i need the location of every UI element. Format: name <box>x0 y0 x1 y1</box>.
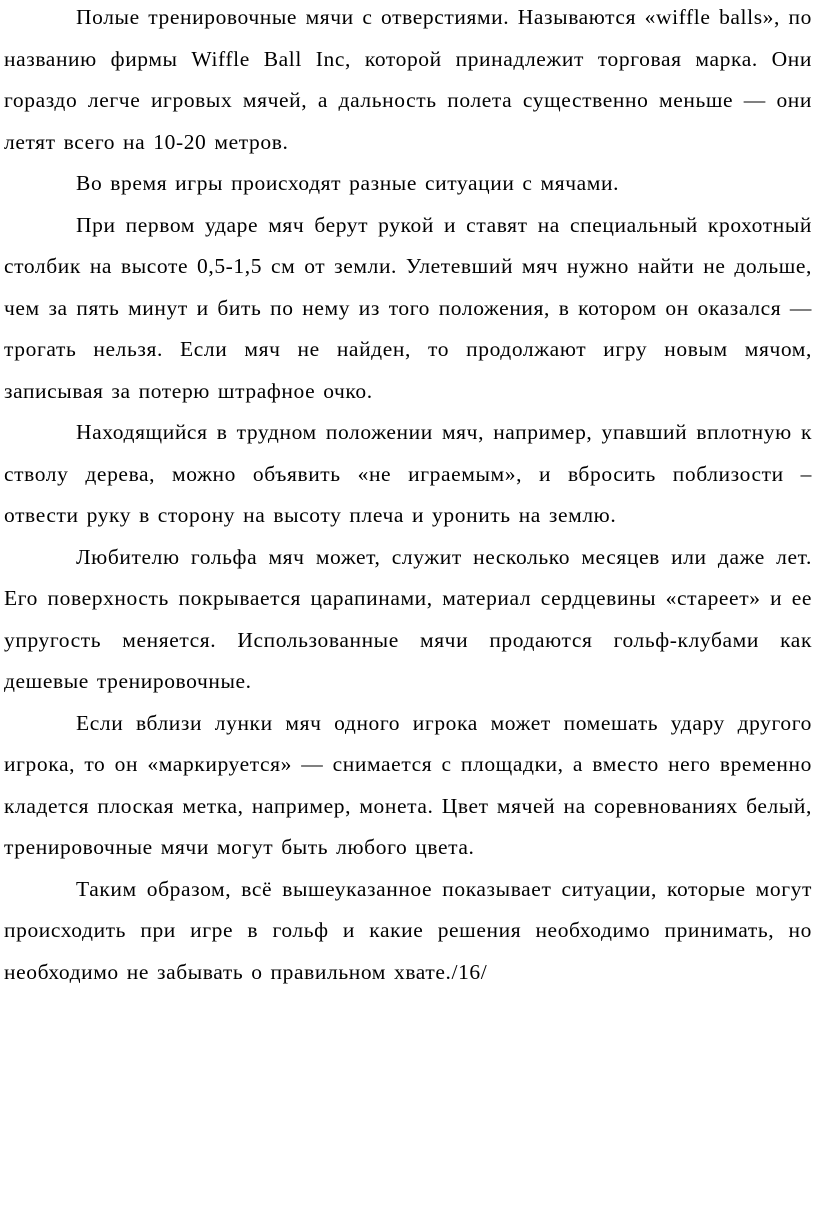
paragraph-wiffle-balls: Полые тренировочные мячи с отверстиями. Называются «wiffle balls», по названию фирмы Wiffle Ball Inc, которой принадлежит торговая марка. Они гораздо легче игровых мячей, а дальность полета существенно меньше — они летят всего на 10-20 метров. <box>4 5 812 154</box>
document-page <box>4 0 812 1224</box>
paragraph-first-strike: При первом ударе мяч берут рукой и ставят на специальный крохотный столбик на высоте 0,5-1,5 см от земли. Улетевший мяч нужно найти не дольше, чем за пять минут и бить по нему из того положения, в котором он оказался — трогать нельзя. Если мяч не найден, то продолжают игру новым мячом, записывая за потерю штрафное очко. <box>4 212 812 403</box>
paragraph-ball-marking: Если вблизи лунки мяч одного игрока может помешать удару другого игрока, то он «маркируется» — снимается с площадки, а вместо него временно кладется плоская метка, например, монета. Цвет мячей на соревнованиях белый, тренировочные мячи могут быть любого цвета. <box>4 710 812 859</box>
paragraph-unplayable-ball: Находящийся в трудном положении мяч, например, упавший вплотную к стволу дерева, можно объявить «не играемым», и вбросить поблизости – отвести руку в сторону на высоту плеча и уронить на землю. <box>4 420 812 527</box>
paragraph-ball-situations: Во время игры происходят разные ситуации с мячами. <box>76 171 620 195</box>
paragraph-ball-wear: Любителю гольфа мяч может, служит несколько месяцев или даже лет. Его поверхность покрывается царапинами, материал сердцевины «стареет» и ее упругость меняется. Использованные мячи продаются гольф-клубами как дешевые тренировочные. <box>4 544 812 693</box>
paragraph-conclusion: Таким образом, всё вышеуказанное показывает ситуации, которые могут происходить при игре в гольф и какие решения необходимо принимать, но необходимо не забывать о правильном хвате./16/ <box>4 876 812 984</box>
